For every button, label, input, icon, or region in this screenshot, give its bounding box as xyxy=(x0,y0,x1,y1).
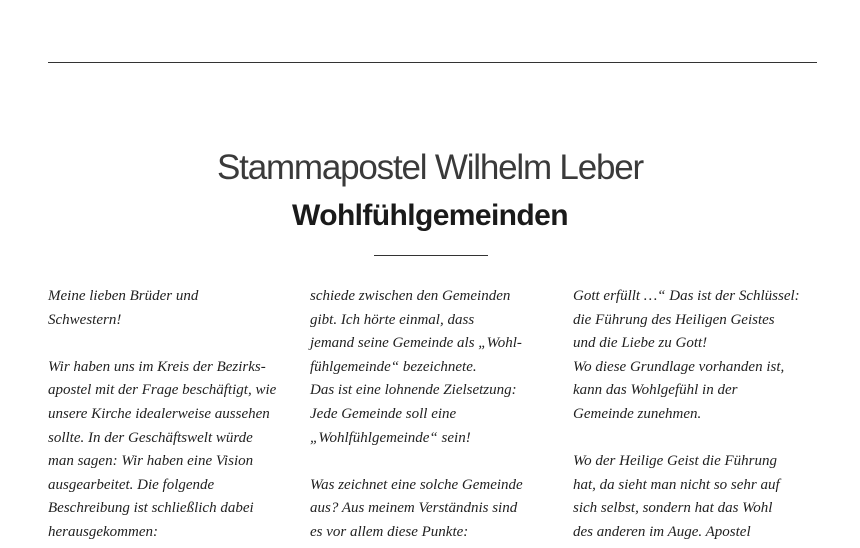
text-line: Wir haben uns im Kreis der Bezirks- xyxy=(48,358,266,375)
title-divider xyxy=(374,255,488,256)
text-line: Jede Gemeinde soll eine xyxy=(310,405,457,422)
text-line: des anderen im Auge. Apostel xyxy=(573,523,751,540)
text-line: Schwestern! xyxy=(48,311,122,328)
text-column-1 xyxy=(48,285,298,545)
text-line: apostel mit der Frage beschäftigt, wie xyxy=(48,382,277,399)
text-line: herausgekommen: xyxy=(48,523,158,540)
text-line: Wo der Heilige Geist die Führung xyxy=(573,453,778,470)
text-line: fühlgemeinde“ bezeichnete. xyxy=(310,358,477,375)
text-line: Gemeinde zunehmen. xyxy=(573,405,702,422)
text-line: schiede zwischen den Gemeinden xyxy=(310,288,511,304)
text-line: aus? Aus meinem Verständnis sind xyxy=(310,500,518,517)
text-line: hat, da sieht man nicht so sehr auf xyxy=(573,476,780,493)
paragraph xyxy=(573,450,823,544)
paragraph xyxy=(48,285,298,332)
text-line: und die Liebe zu Gott! xyxy=(573,335,708,352)
paragraph-gap xyxy=(310,450,560,474)
article-title: Wohlfühlgemeinden xyxy=(292,199,568,232)
text-line: kann das Wohlgefühl in der xyxy=(573,382,738,399)
text-line: man sagen: Wir haben eine Vision xyxy=(48,453,254,470)
paragraph xyxy=(310,285,560,450)
paragraph-gap xyxy=(573,427,823,451)
text-line: die Führung des Heiligen Geistes xyxy=(573,311,775,328)
text-line: „Wohlfühlgemeinde“ sein! xyxy=(310,429,471,446)
text-line: ausgearbeitet. Die folgende xyxy=(48,476,215,493)
text-line: sollte. In der Geschäftswelt würde xyxy=(48,429,253,446)
paragraph xyxy=(48,356,298,545)
article-author: Stammapostel Wilhelm Leber xyxy=(217,148,643,187)
text-column-3 xyxy=(573,285,823,545)
top-rule xyxy=(48,62,817,63)
text-column-2 xyxy=(310,285,560,545)
text-line: Beschreibung ist schließlich dabei xyxy=(48,500,254,517)
text-line: Das ist eine lohnende Zielsetzung: xyxy=(310,382,517,399)
text-line: Gott erfüllt …“ Das ist der Schlüssel: xyxy=(573,288,800,304)
text-line: sich selbst, sondern hat das Wohl xyxy=(573,500,773,517)
text-line: unsere Kirche idealerweise aussehen xyxy=(48,405,270,422)
paragraph-gap xyxy=(48,332,298,356)
paragraph xyxy=(310,474,560,545)
text-line: Wo diese Grundlage vorhanden ist, xyxy=(573,358,785,375)
text-line: es vor allem diese Punkte: xyxy=(310,523,469,540)
text-line: gibt. Ich hörte einmal, dass xyxy=(310,311,475,328)
paragraph xyxy=(573,285,823,427)
text-line: jemand seine Gemeinde als „Wohl- xyxy=(310,335,522,352)
text-line: Was zeichnet eine solche Gemeinde xyxy=(310,476,523,493)
text-line: Meine lieben Brüder und xyxy=(48,288,199,304)
